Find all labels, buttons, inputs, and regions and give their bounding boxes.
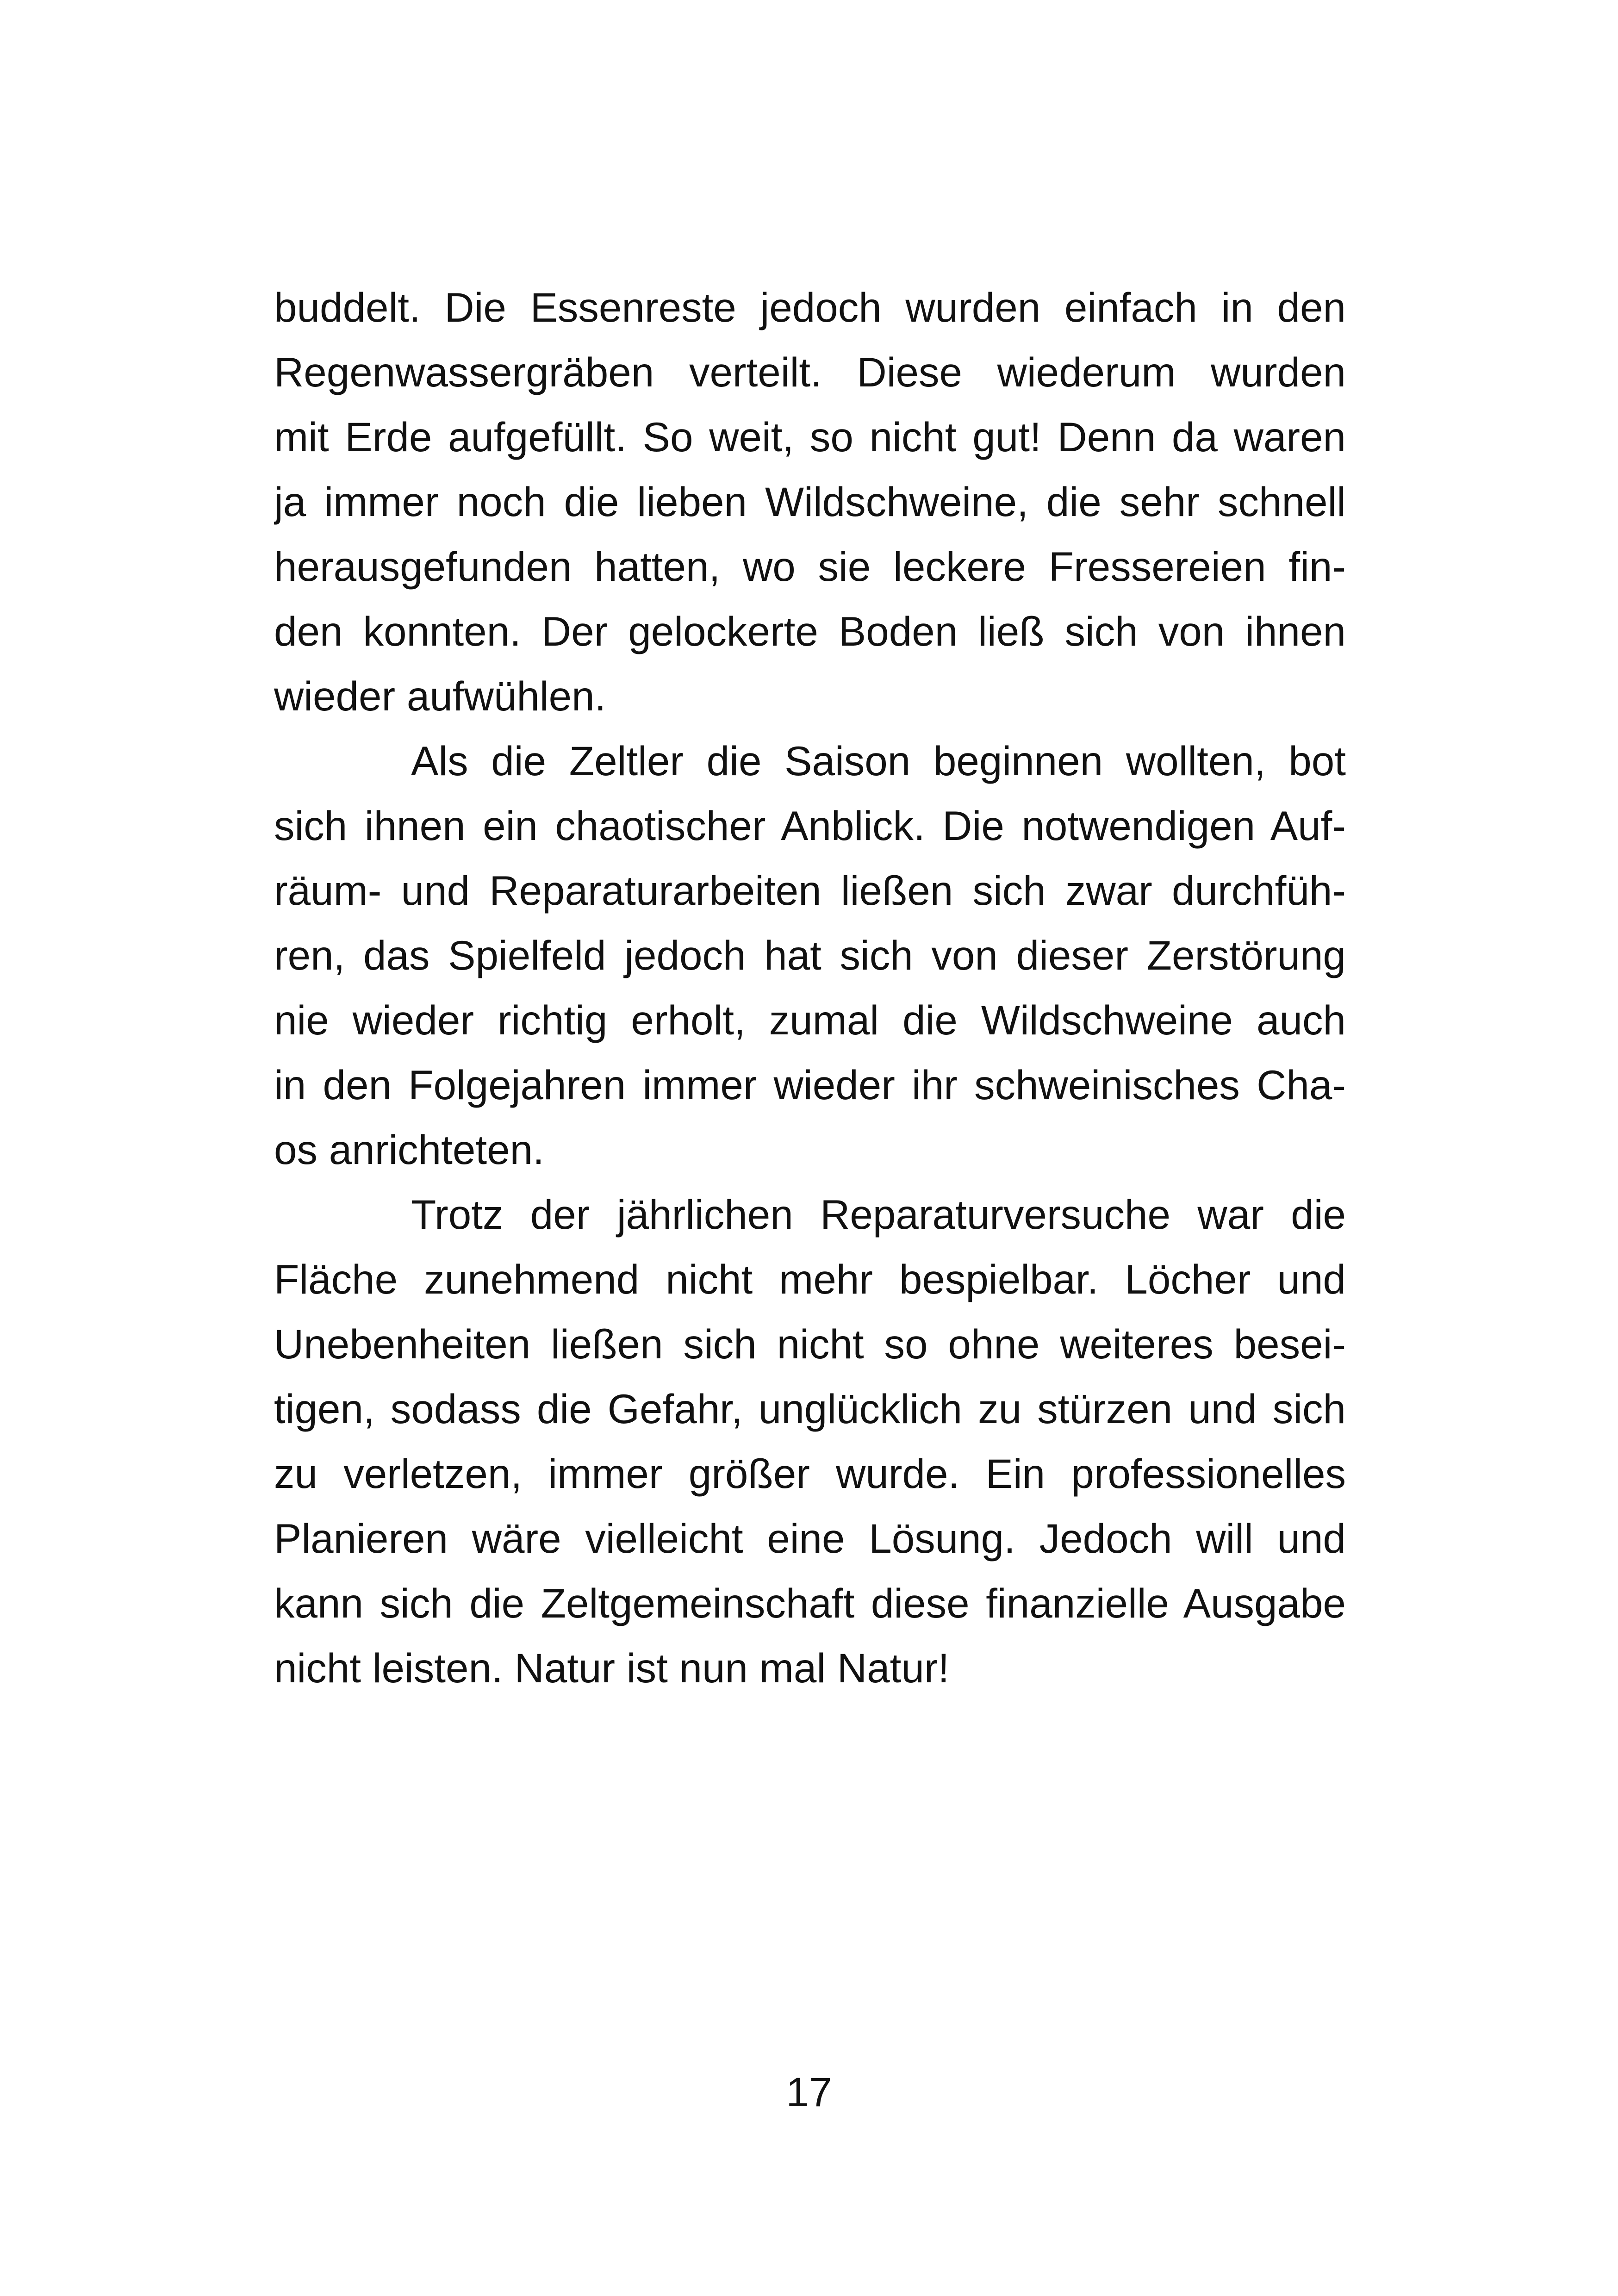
text-line: räum- und Reparaturarbeiten ließen sich zwar durchfüh- [274, 867, 1346, 914]
text-line: in den Folgejahren immer wieder ihr schweinisches Cha- [274, 1062, 1346, 1108]
text-line: mit Erde aufgefüllt. So weit, so nicht gut! Denn da waren [274, 414, 1346, 460]
text-line: kann sich die Zeltgemeinschaft diese finanzielle Ausgabe [274, 1580, 1346, 1626]
text-line: nicht leisten. Natur ist nun mal Natur! [274, 1645, 950, 1691]
text-line: Regenwassergräben verteilt. Diese wiederum wurden [274, 349, 1346, 395]
paragraph-start-line: Als die Zeltler die Saison beginnen wollten, bot [411, 738, 1346, 784]
text-line: Unebenheiten ließen sich nicht so ohne weiteres besei- [274, 1321, 1346, 1367]
paragraph-start-line: Trotz der jährlichen Reparaturversuche war die [411, 1191, 1346, 1238]
text-line: Planieren wäre vielleicht eine Lösung. Jedoch will und [274, 1515, 1346, 1562]
text-line: herausgefunden hatten, wo sie leckere Fressereien fin- [274, 543, 1346, 590]
text-line: ja immer noch die lieben Wildschweine, die sehr schnell [274, 479, 1346, 525]
text-line: nie wieder richtig erholt, zumal die Wildschweine auch [274, 997, 1346, 1043]
text-line: Fläche zunehmend nicht mehr bespielbar. Löcher und [274, 1256, 1346, 1302]
text-line: os anrichteten. [274, 1126, 544, 1173]
page-number: 17 [786, 2069, 832, 2115]
text-line: den konnten. Der gelockerte Boden ließ sich von ihnen [274, 608, 1346, 654]
text-line: ren, das Spielfeld jedoch hat sich von dieser Zerstörung [274, 932, 1346, 978]
body-text [274, 275, 1346, 1700]
text-line: wieder aufwühlen. [274, 673, 606, 719]
text-line: sich ihnen ein chaotischer Anblick. Die notwendigen Auf- [274, 803, 1346, 849]
text-line: buddelt. Die Essenreste jedoch wurden einfach in den [274, 284, 1346, 330]
text-line: tigen, sodass die Gefahr, unglücklich zu stürzen und sich [274, 1386, 1346, 1432]
text-line: zu verletzen, immer größer wurde. Ein professionelles [274, 1450, 1346, 1497]
